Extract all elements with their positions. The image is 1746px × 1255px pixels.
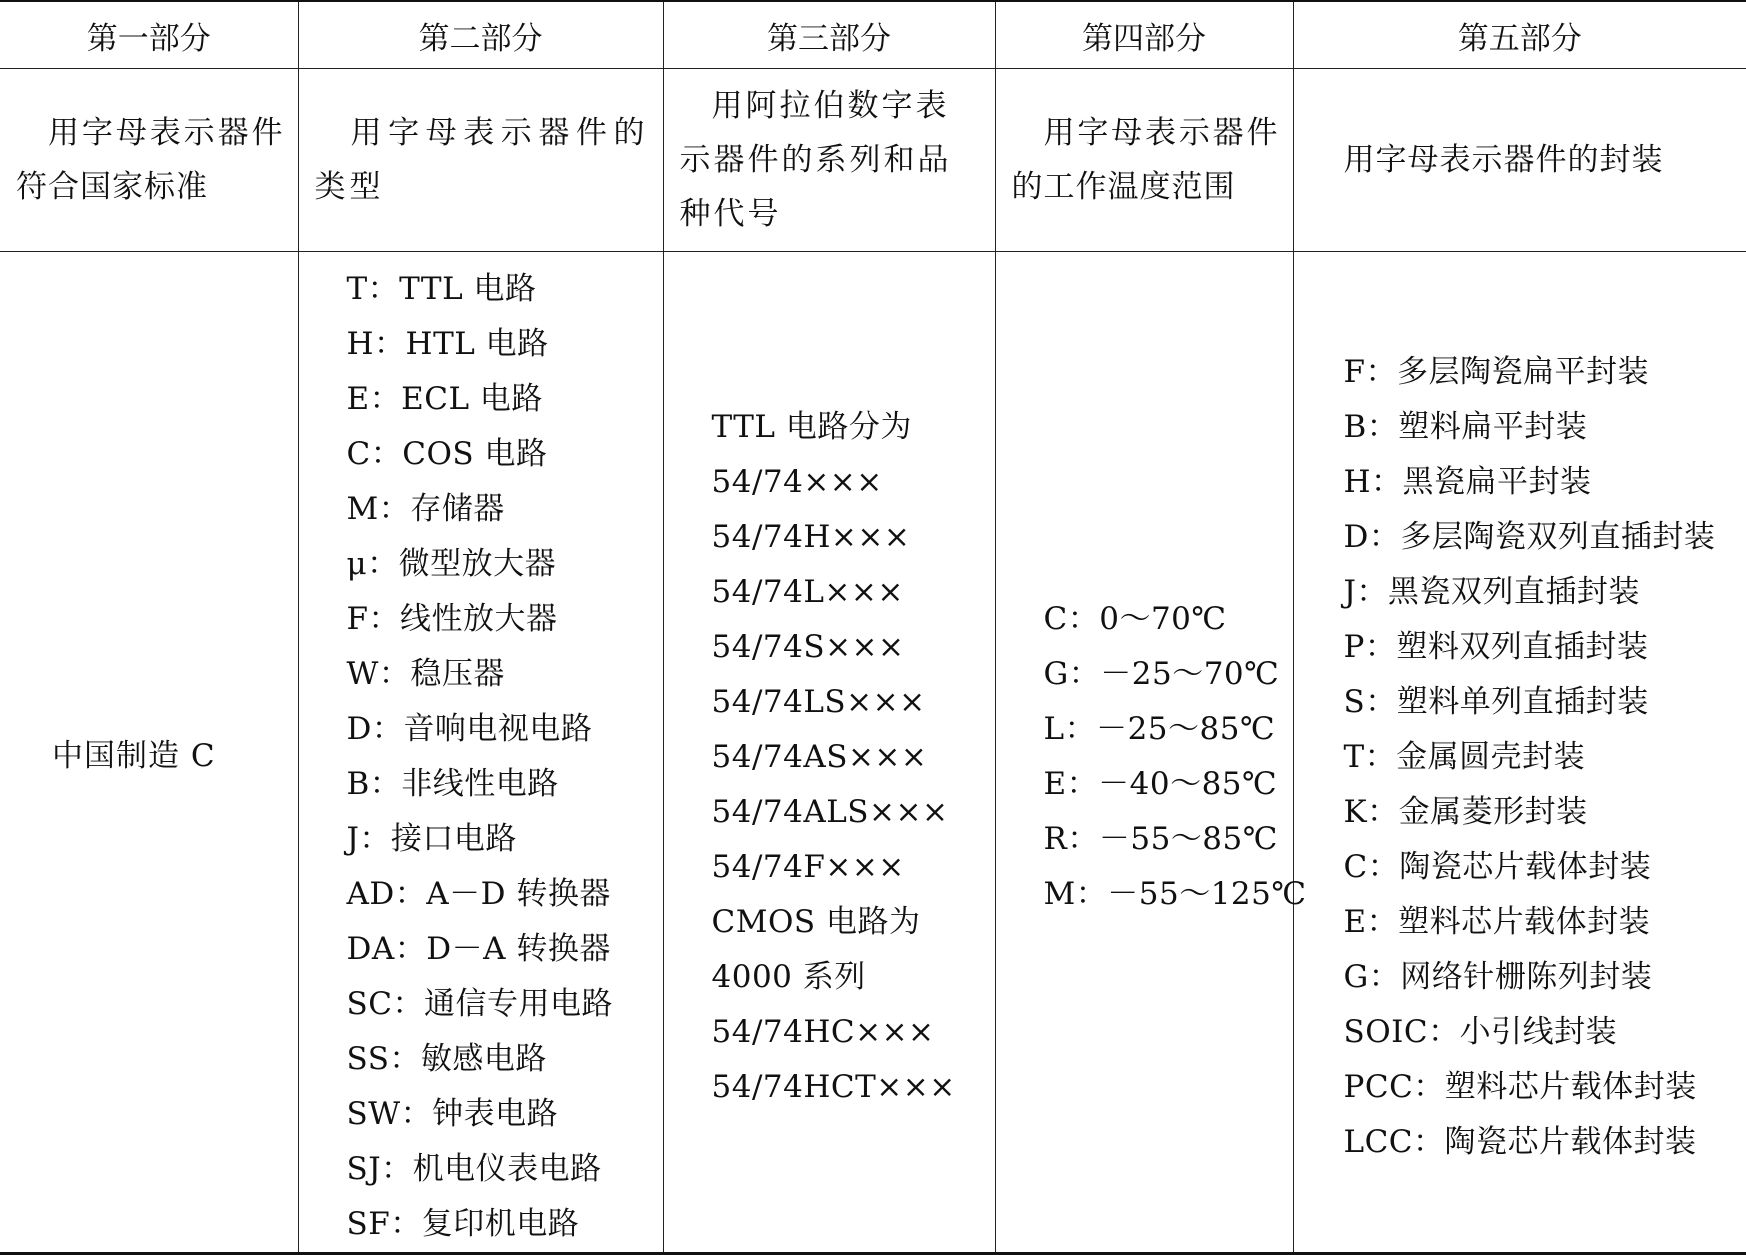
list-item: C：0～70℃ [1044, 592, 1293, 647]
list-item: D：多层陶瓷双列直插封装 [1344, 510, 1746, 565]
content-cell-3 [663, 252, 995, 1254]
list-item: G：－25～70℃ [1044, 647, 1293, 702]
description-part-2: 用字母表示器件的类型 [299, 106, 663, 214]
list-item: 54/74HC××× [712, 1005, 995, 1060]
list-item: P：塑料双列直插封装 [1344, 620, 1746, 675]
list-item: TTL 电路分为 [712, 400, 995, 455]
temperature-range-list [996, 582, 1293, 922]
description-cell-3 [663, 69, 995, 252]
header-part-1: 第一部分 [0, 1, 298, 69]
list-item: J：接口电路 [347, 812, 663, 867]
list-item: E：ECL 电路 [347, 372, 663, 427]
list-item: μ：微型放大器 [347, 537, 663, 592]
list-item: C：陶瓷芯片载体封装 [1344, 840, 1746, 895]
list-item: LCC：陶瓷芯片载体封装 [1344, 1115, 1746, 1170]
list-item: 4000 系列 [712, 950, 995, 1005]
list-item: SS：敏感电路 [347, 1032, 663, 1087]
header-part-4: 第四部分 [995, 1, 1293, 69]
list-item: 54/74F××× [712, 840, 995, 895]
list-item: K：金属菱形封装 [1344, 785, 1746, 840]
list-item: 54/74H××× [712, 510, 995, 565]
list-item: DA：D－A 转换器 [347, 922, 663, 977]
list-item: G：网络针栅陈列封装 [1344, 950, 1746, 1005]
list-item: C：COS 电路 [347, 427, 663, 482]
list-item: SF：复印机电路 [347, 1197, 663, 1252]
description-part-4: 用字母表示器件的工作温度范围 [996, 106, 1293, 214]
list-item: F：线性放大器 [347, 592, 663, 647]
description-cell-5 [1293, 69, 1746, 252]
description-part-3: 用阿拉伯数字表示器件的系列和品种代号 [664, 79, 995, 241]
header-row [0, 1, 1746, 69]
package-list [1294, 335, 1746, 1170]
list-item: 54/74AS××× [712, 730, 995, 785]
content-cell-5 [1293, 252, 1746, 1254]
list-item: 54/74S××× [712, 620, 995, 675]
content-row [0, 252, 1746, 1254]
header-part-3: 第三部分 [663, 1, 995, 69]
list-item: 54/74L××× [712, 565, 995, 620]
list-item: E：－40～85℃ [1044, 757, 1293, 812]
list-item: R：－55～85℃ [1044, 812, 1293, 867]
list-item: E：塑料芯片载体封装 [1344, 895, 1746, 950]
list-item: 54/74LS××× [712, 675, 995, 730]
list-item: H：HTL 电路 [347, 317, 663, 372]
list-item: M：－55～125℃ [1044, 867, 1293, 922]
list-item: SC：通信专用电路 [347, 977, 663, 1032]
list-item: L：－25～85℃ [1044, 702, 1293, 757]
list-item: H：黑瓷扁平封装 [1344, 455, 1746, 510]
list-item: 54/74ALS××× [712, 785, 995, 840]
list-item: D：音响电视电路 [347, 702, 663, 757]
list-item: CMOS 电路为 [712, 895, 995, 950]
description-part-1: 用字母表示器件符合国家标准 [0, 106, 298, 214]
header-part-2: 第二部分 [298, 1, 663, 69]
part1-value: 中国制造 C [0, 730, 298, 775]
description-cell-4 [995, 69, 1293, 252]
list-item: SW：钟表电路 [347, 1087, 663, 1142]
description-part-5: 用字母表示器件的封装 [1294, 133, 1746, 187]
list-item: AD：A－D 转换器 [347, 867, 663, 922]
content-cell-4 [995, 252, 1293, 1254]
list-item: W：稳压器 [347, 647, 663, 702]
list-item: 54/74××× [712, 455, 995, 510]
list-item: SOIC：小引线封装 [1344, 1005, 1746, 1060]
list-item: B：非线性电路 [347, 757, 663, 812]
description-cell-2 [298, 69, 663, 252]
list-item: SJ：机电仪表电路 [347, 1142, 663, 1197]
list-item: B：塑料扁平封装 [1344, 400, 1746, 455]
list-item: S：塑料单列直插封装 [1344, 675, 1746, 730]
list-item: J：黑瓷双列直插封装 [1344, 565, 1746, 620]
description-row [0, 69, 1746, 252]
content-cell-1 [0, 252, 298, 1254]
series-list [664, 390, 995, 1115]
device-type-list [299, 252, 663, 1252]
list-item: T：金属圆壳封装 [1344, 730, 1746, 785]
content-cell-2 [298, 252, 663, 1254]
description-cell-1 [0, 69, 298, 252]
header-part-5: 第五部分 [1293, 1, 1746, 69]
list-item: PCC：塑料芯片载体封装 [1344, 1060, 1746, 1115]
list-item: F：多层陶瓷扁平封装 [1344, 345, 1746, 400]
list-item: M：存储器 [347, 482, 663, 537]
list-item: T：TTL 电路 [347, 262, 663, 317]
list-item: 54/74HCT××× [712, 1060, 995, 1115]
